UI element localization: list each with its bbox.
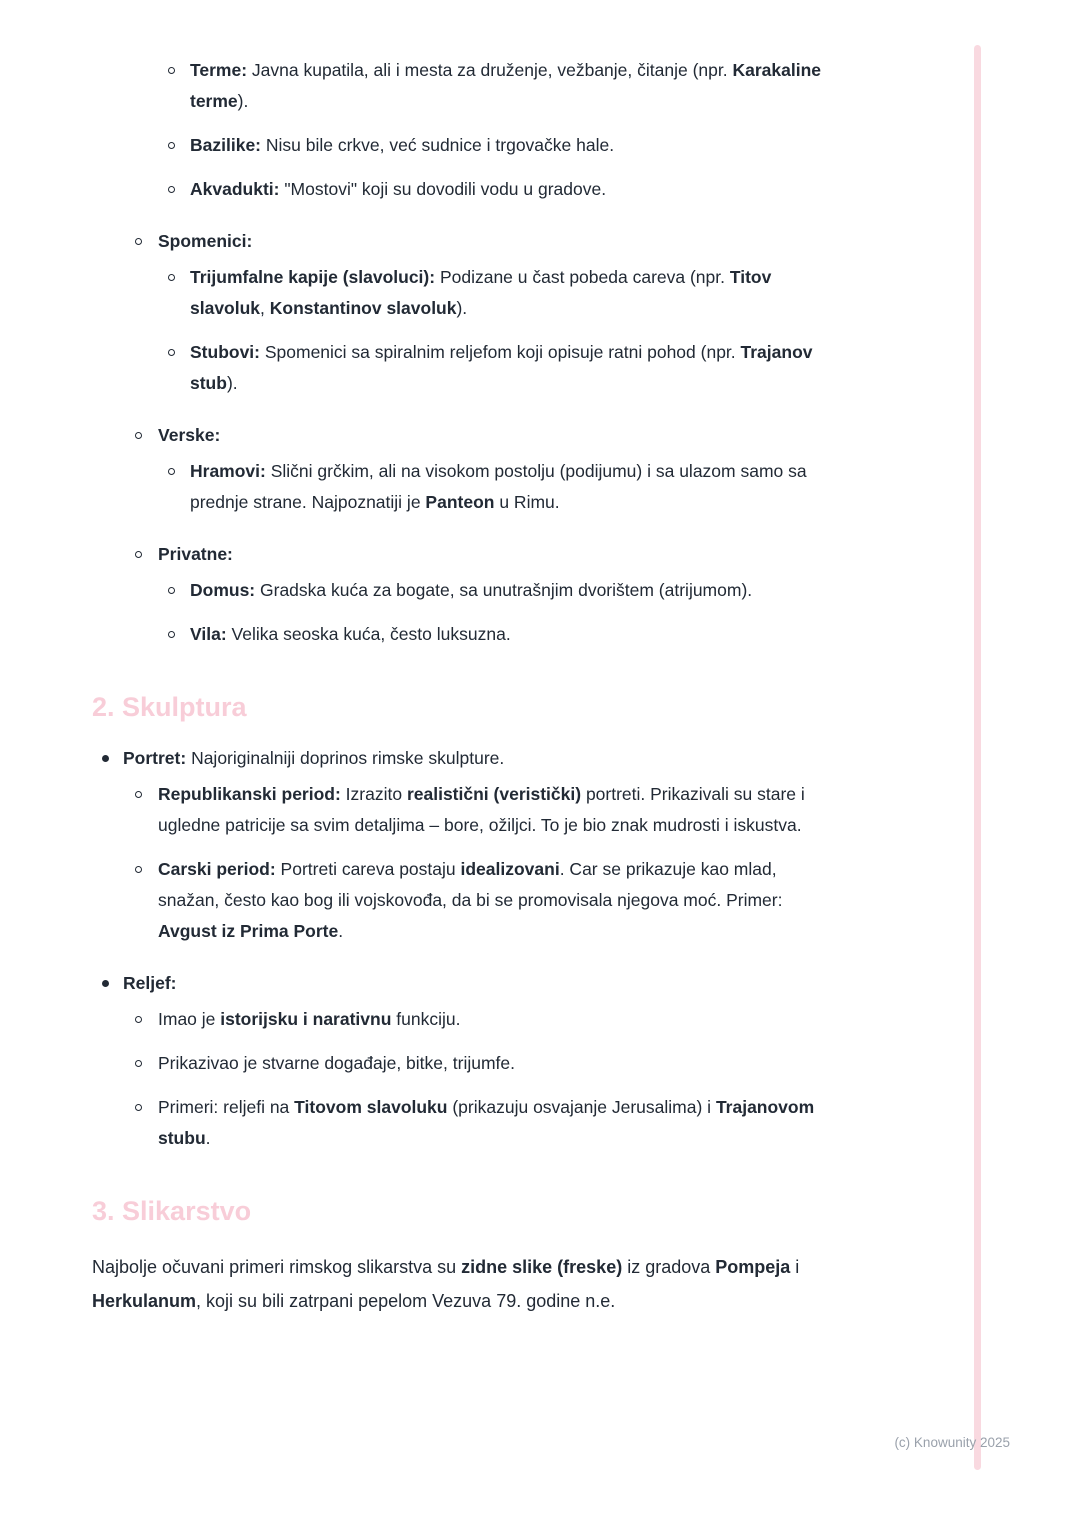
bold-text-run: Konstantinov slavoluk [269,298,457,318]
list-item-text [190,267,771,318]
text-run: portreti. Prikazivali su stare i ugledne patricije sa svim detaljima – bore, ožiljci. To je bio znak mudrosti i iskustva. [158,784,805,835]
bullet-disc-icon [102,980,109,987]
text-run: , [260,298,270,318]
list-item [92,854,834,947]
text-run: u Rimu. [494,492,560,512]
list-item-text [158,1009,460,1029]
bold-text-run: realistični (veristički) [406,784,582,804]
list-item-text [158,1097,814,1148]
list-item [92,262,834,324]
text-run: . [205,1128,211,1148]
bullet-circle-icon [168,631,175,638]
bold-text-run: Avgust iz Prima Porte [158,921,339,941]
list-item-text [190,342,813,393]
text-run: Gradska kuća za bogate, sa unutrašnjim dvorištem (atrijumom). [255,580,753,600]
text-run: Podizane u čast pobeda careva (npr. [435,267,730,287]
bold-text-run: Hramovi: [190,461,266,481]
bullet-circle-icon [135,866,142,873]
text-run: funkciju. [391,1009,461,1029]
bold-text-run: Trijumfalne kapije (slavoluci): [190,267,436,287]
bold-text-run: Pompeja [715,1257,791,1277]
list-item-text [190,461,807,512]
architecture-list [92,55,834,650]
bold-text-run: Herkulanum [92,1291,197,1311]
bold-text-run: Trajanovom stubu [158,1097,815,1148]
list-item [92,456,834,518]
bold-text-run: Trajanov stub [190,342,813,393]
list-item-text [123,748,504,768]
list-item [92,575,834,606]
list-item-text [158,1053,515,1073]
text-run: Najbolje očuvani primeri rimskog slikarstva su [92,1257,462,1277]
section-heading-skulptura: 2. Skulptura [92,692,247,722]
bold-text-run: Panteon [425,492,495,512]
text-run: ). [226,373,238,393]
list-item [92,337,834,399]
list-item [92,619,834,650]
bullet-circle-icon [168,186,175,193]
list-item-text [190,135,614,155]
list-item-text [158,784,805,835]
list-item [92,1004,834,1035]
list-item-text [158,231,252,251]
bold-text-run: Vila: [190,624,227,644]
text-run: Velika seoska kuća, često luksuzna. [226,624,511,644]
sculpture-list [92,743,834,1154]
text-run: (prikazuju osvajanje Jerusalima) i [447,1097,716,1117]
list-item [92,968,834,999]
text-run: Spomenici sa spiralnim reljefom koji opisuje ratni pohod (npr. [260,342,741,362]
bold-text-run: Carski period: [158,859,276,879]
bullet-circle-icon [135,1060,142,1067]
bullet-circle-icon [168,468,175,475]
list-item-text [190,580,752,600]
bold-text-run: Titov slavoluk [190,267,772,318]
text-run: ). [237,91,249,111]
bold-text-run: Privatne: [158,544,233,564]
bold-text-run: Karakaline terme [190,60,821,111]
bold-text-run: zidne slike (freske) [461,1257,623,1277]
text-run: Javna kupatila, ali i mesta za druženje, vežbanje, čitanje (npr. [247,60,733,80]
section-heading-slikarstvo: 3. Slikarstvo [92,1196,252,1226]
text-run: Portreti careva postaju [275,859,461,879]
bullet-disc-icon [102,755,109,762]
text-run: . Car se prikazuje kao mlad, snažan, često kao bog ili vojskovođa, da bi se promovisala njegova moć. Primer: [158,859,783,910]
text-run: Najoriginalniji doprinos rimske skulpture. [186,748,505,768]
bold-text-run: Reljef: [123,973,177,993]
list-item [92,743,834,774]
text-run: Nisu bile crkve, već sudnice i trgovačke hale. [261,135,615,155]
painting-paragraph [92,1250,834,1318]
list-item-text [158,425,220,445]
bold-text-run: Titovom slavoluku [294,1097,448,1117]
bold-text-run: Bazilike: [190,135,261,155]
document-content [92,55,834,1318]
vertical-accent-bar [974,45,981,1470]
bold-text-run: idealizovani [460,859,560,879]
bullet-circle-icon [135,551,142,558]
list-item [92,130,834,161]
text-run: i [790,1257,800,1277]
text-run: , koji su bili zatrpani pepelom Vezuva 79. godine n.e. [196,1291,616,1311]
list-item-text [158,544,233,564]
bullet-circle-icon [135,1016,142,1023]
text-run: Izrazito [340,784,407,804]
bullet-circle-icon [135,791,142,798]
text-run: "Mostovi" koji su dovodili vodu u gradove. [279,179,607,199]
list-item-text [190,60,821,111]
bullet-circle-icon [168,67,175,74]
bold-text-run: Domus: [190,580,256,600]
list-item [92,420,834,451]
text-run: Slični grčkim, ali na visokom postolju (podijumu) i sa ulazom samo sa prednje strane. Najpoznatiji je [190,461,807,512]
list-item-text [190,179,606,199]
bold-text-run: Terme: [190,60,248,80]
list-item [92,539,834,570]
bold-text-run: istorijsku i narativnu [220,1009,392,1029]
bold-text-run: Akvadukti: [190,179,280,199]
footer-credit: (c) Knowunity 2025 [894,1435,1010,1450]
list-item [92,226,834,257]
bullet-circle-icon [135,1104,142,1111]
bullet-circle-icon [168,587,175,594]
text-run: Prikazivao je stvarne događaje, bitke, trijumfe. [158,1053,515,1073]
text-run: iz gradova [622,1257,716,1277]
bullet-circle-icon [135,238,142,245]
bold-text-run: Stubovi: [190,342,260,362]
list-item-text [158,859,782,941]
bold-text-run: Verske: [158,425,221,445]
text-run: Imao je [158,1009,221,1029]
text-run: . [338,921,344,941]
bold-text-run: Republikanski period: [158,784,341,804]
bullet-circle-icon [135,432,142,439]
text-run: ). [456,298,468,318]
list-item [92,55,834,117]
list-item [92,174,834,205]
bullet-circle-icon [168,349,175,356]
bullet-circle-icon [168,142,175,149]
list-item-text [123,973,176,993]
bullet-circle-icon [168,274,175,281]
list-item [92,1048,834,1079]
bold-text-run: Portret: [123,748,187,768]
text-run: Primeri: reljefi na [158,1097,295,1117]
list-item [92,779,834,841]
bold-text-run: Spomenici: [158,231,253,251]
list-item-text [190,624,511,644]
list-item [92,1092,834,1154]
